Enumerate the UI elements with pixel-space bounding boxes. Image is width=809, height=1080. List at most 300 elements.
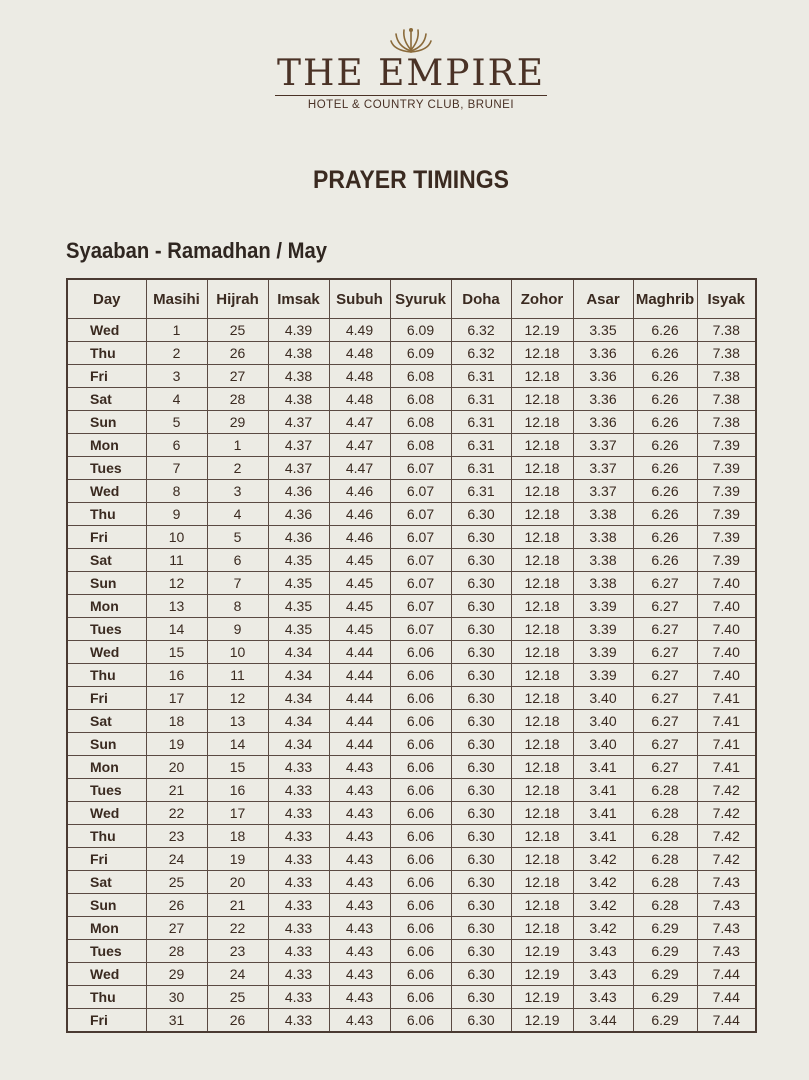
cell-zohor: 12.19 <box>511 1009 573 1033</box>
cell-isyak: 7.38 <box>697 319 756 342</box>
cell-imsak: 4.34 <box>268 664 329 687</box>
cell-masihi: 29 <box>146 963 207 986</box>
cell-syuruk: 6.06 <box>390 917 451 940</box>
cell-masihi: 7 <box>146 457 207 480</box>
cell-isyak: 7.39 <box>697 434 756 457</box>
cell-subuh: 4.48 <box>329 342 390 365</box>
column-header-syuruk: Syuruk <box>390 279 451 319</box>
table-row <box>67 825 756 848</box>
cell-zohor: 12.19 <box>511 940 573 963</box>
table-row <box>67 1009 756 1033</box>
cell-hijrah: 29 <box>207 411 268 434</box>
column-header-maghrib: Maghrib <box>633 279 697 319</box>
cell-subuh: 4.45 <box>329 595 390 618</box>
table-row <box>67 871 756 894</box>
cell-day: Tues <box>67 457 146 480</box>
cell-zohor: 12.18 <box>511 388 573 411</box>
cell-isyak: 7.42 <box>697 779 756 802</box>
cell-day: Mon <box>67 595 146 618</box>
cell-masihi: 22 <box>146 802 207 825</box>
cell-isyak: 7.42 <box>697 848 756 871</box>
cell-isyak: 7.39 <box>697 503 756 526</box>
cell-isyak: 7.39 <box>697 549 756 572</box>
cell-syuruk: 6.07 <box>390 618 451 641</box>
cell-subuh: 4.43 <box>329 940 390 963</box>
cell-zohor: 12.18 <box>511 503 573 526</box>
table-row <box>67 756 756 779</box>
cell-day: Fri <box>67 365 146 388</box>
cell-doha: 6.30 <box>451 1009 511 1033</box>
cell-asar: 3.38 <box>573 572 633 595</box>
column-header-asar: Asar <box>573 279 633 319</box>
cell-isyak: 7.39 <box>697 480 756 503</box>
cell-subuh: 4.44 <box>329 733 390 756</box>
cell-asar: 3.37 <box>573 457 633 480</box>
cell-asar: 3.41 <box>573 825 633 848</box>
cell-isyak: 7.38 <box>697 388 756 411</box>
cell-maghrib: 6.27 <box>633 595 697 618</box>
cell-syuruk: 6.06 <box>390 802 451 825</box>
cell-masihi: 20 <box>146 756 207 779</box>
cell-subuh: 4.43 <box>329 871 390 894</box>
cell-syuruk: 6.06 <box>390 664 451 687</box>
cell-asar: 3.41 <box>573 756 633 779</box>
cell-isyak: 7.41 <box>697 687 756 710</box>
cell-maghrib: 6.28 <box>633 779 697 802</box>
cell-syuruk: 6.06 <box>390 894 451 917</box>
cell-masihi: 17 <box>146 687 207 710</box>
cell-doha: 6.30 <box>451 664 511 687</box>
cell-zohor: 12.18 <box>511 434 573 457</box>
cell-syuruk: 6.06 <box>390 825 451 848</box>
cell-zohor: 12.18 <box>511 480 573 503</box>
cell-zohor: 12.18 <box>511 756 573 779</box>
cell-imsak: 4.37 <box>268 434 329 457</box>
cell-imsak: 4.37 <box>268 457 329 480</box>
cell-syuruk: 6.06 <box>390 710 451 733</box>
table-row <box>67 365 756 388</box>
cell-isyak: 7.44 <box>697 963 756 986</box>
cell-zohor: 12.18 <box>511 572 573 595</box>
cell-doha: 6.32 <box>451 342 511 365</box>
table-row <box>67 411 756 434</box>
cell-zohor: 12.18 <box>511 526 573 549</box>
table-row <box>67 802 756 825</box>
cell-doha: 6.30 <box>451 986 511 1009</box>
cell-syuruk: 6.07 <box>390 595 451 618</box>
cell-zohor: 12.18 <box>511 894 573 917</box>
cell-maghrib: 6.26 <box>633 388 697 411</box>
cell-day: Thu <box>67 503 146 526</box>
cell-maghrib: 6.29 <box>633 1009 697 1033</box>
cell-doha: 6.30 <box>451 503 511 526</box>
cell-imsak: 4.35 <box>268 618 329 641</box>
cell-subuh: 4.47 <box>329 434 390 457</box>
cell-asar: 3.36 <box>573 411 633 434</box>
cell-imsak: 4.36 <box>268 480 329 503</box>
table-row <box>67 940 756 963</box>
cell-hijrah: 20 <box>207 871 268 894</box>
cell-isyak: 7.40 <box>697 572 756 595</box>
cell-masihi: 27 <box>146 917 207 940</box>
cell-imsak: 4.33 <box>268 1009 329 1033</box>
cell-masihi: 4 <box>146 388 207 411</box>
cell-imsak: 4.33 <box>268 779 329 802</box>
cell-asar: 3.41 <box>573 779 633 802</box>
cell-asar: 3.37 <box>573 434 633 457</box>
cell-subuh: 4.43 <box>329 986 390 1009</box>
table-row <box>67 434 756 457</box>
cell-subuh: 4.43 <box>329 917 390 940</box>
cell-day: Tues <box>67 779 146 802</box>
cell-day: Sun <box>67 572 146 595</box>
cell-hijrah: 9 <box>207 618 268 641</box>
page-title: PRAYER TIMINGS <box>313 166 509 194</box>
cell-asar: 3.39 <box>573 641 633 664</box>
cell-syuruk: 6.06 <box>390 940 451 963</box>
cell-maghrib: 6.26 <box>633 457 697 480</box>
cell-asar: 3.36 <box>573 342 633 365</box>
cell-maghrib: 6.26 <box>633 342 697 365</box>
cell-subuh: 4.45 <box>329 618 390 641</box>
cell-asar: 3.42 <box>573 871 633 894</box>
cell-zohor: 12.18 <box>511 733 573 756</box>
table-row <box>67 503 756 526</box>
cell-doha: 6.30 <box>451 756 511 779</box>
cell-maghrib: 6.28 <box>633 802 697 825</box>
cell-maghrib: 6.27 <box>633 618 697 641</box>
cell-doha: 6.30 <box>451 917 511 940</box>
cell-subuh: 4.43 <box>329 825 390 848</box>
cell-zohor: 12.18 <box>511 825 573 848</box>
cell-syuruk: 6.06 <box>390 871 451 894</box>
cell-doha: 6.30 <box>451 802 511 825</box>
cell-imsak: 4.33 <box>268 917 329 940</box>
cell-doha: 6.30 <box>451 779 511 802</box>
cell-masihi: 6 <box>146 434 207 457</box>
cell-zohor: 12.18 <box>511 871 573 894</box>
cell-masihi: 25 <box>146 871 207 894</box>
cell-isyak: 7.41 <box>697 756 756 779</box>
cell-subuh: 4.48 <box>329 365 390 388</box>
table-row <box>67 572 756 595</box>
table-body <box>67 319 756 1033</box>
cell-imsak: 4.38 <box>268 388 329 411</box>
column-header-masihi: Masihi <box>146 279 207 319</box>
cell-subuh: 4.43 <box>329 1009 390 1033</box>
cell-doha: 6.30 <box>451 641 511 664</box>
cell-masihi: 30 <box>146 986 207 1009</box>
cell-zohor: 12.18 <box>511 641 573 664</box>
cell-maghrib: 6.26 <box>633 526 697 549</box>
cell-doha: 6.30 <box>451 871 511 894</box>
cell-subuh: 4.43 <box>329 779 390 802</box>
cell-asar: 3.38 <box>573 503 633 526</box>
cell-subuh: 4.44 <box>329 710 390 733</box>
cell-day: Thu <box>67 342 146 365</box>
cell-doha: 6.30 <box>451 963 511 986</box>
cell-subuh: 4.47 <box>329 457 390 480</box>
cell-zohor: 12.18 <box>511 618 573 641</box>
cell-day: Sat <box>67 710 146 733</box>
cell-imsak: 4.38 <box>268 342 329 365</box>
cell-doha: 6.31 <box>451 388 511 411</box>
cell-masihi: 16 <box>146 664 207 687</box>
cell-asar: 3.38 <box>573 549 633 572</box>
prayer-timings-table <box>66 278 757 1033</box>
cell-syuruk: 6.06 <box>390 641 451 664</box>
cell-doha: 6.30 <box>451 549 511 572</box>
cell-isyak: 7.40 <box>697 595 756 618</box>
cell-maghrib: 6.29 <box>633 917 697 940</box>
cell-day: Sun <box>67 733 146 756</box>
cell-hijrah: 19 <box>207 848 268 871</box>
table-row <box>67 894 756 917</box>
cell-isyak: 7.39 <box>697 457 756 480</box>
cell-day: Fri <box>67 526 146 549</box>
hotel-logo <box>275 26 547 111</box>
cell-hijrah: 26 <box>207 342 268 365</box>
cell-subuh: 4.45 <box>329 549 390 572</box>
cell-doha: 6.32 <box>451 319 511 342</box>
cell-doha: 6.31 <box>451 411 511 434</box>
cell-maghrib: 6.28 <box>633 848 697 871</box>
column-header-hijrah: Hijrah <box>207 279 268 319</box>
cell-doha: 6.30 <box>451 894 511 917</box>
cell-hijrah: 24 <box>207 963 268 986</box>
cell-masihi: 14 <box>146 618 207 641</box>
cell-masihi: 31 <box>146 1009 207 1033</box>
cell-asar: 3.39 <box>573 595 633 618</box>
cell-imsak: 4.35 <box>268 549 329 572</box>
cell-imsak: 4.33 <box>268 756 329 779</box>
cell-imsak: 4.39 <box>268 319 329 342</box>
cell-day: Fri <box>67 687 146 710</box>
cell-isyak: 7.42 <box>697 825 756 848</box>
cell-subuh: 4.43 <box>329 802 390 825</box>
cell-syuruk: 6.07 <box>390 480 451 503</box>
cell-subuh: 4.43 <box>329 963 390 986</box>
cell-zohor: 12.18 <box>511 779 573 802</box>
cell-syuruk: 6.06 <box>390 733 451 756</box>
cell-maghrib: 6.28 <box>633 871 697 894</box>
cell-imsak: 4.34 <box>268 710 329 733</box>
cell-masihi: 11 <box>146 549 207 572</box>
cell-isyak: 7.38 <box>697 365 756 388</box>
cell-day: Sat <box>67 871 146 894</box>
cell-syuruk: 6.07 <box>390 526 451 549</box>
cell-subuh: 4.46 <box>329 526 390 549</box>
cell-hijrah: 23 <box>207 940 268 963</box>
cell-doha: 6.30 <box>451 595 511 618</box>
cell-day: Fri <box>67 848 146 871</box>
cell-masihi: 28 <box>146 940 207 963</box>
cell-imsak: 4.35 <box>268 595 329 618</box>
cell-subuh: 4.43 <box>329 756 390 779</box>
cell-syuruk: 6.06 <box>390 848 451 871</box>
cell-syuruk: 6.07 <box>390 572 451 595</box>
cell-hijrah: 4 <box>207 503 268 526</box>
cell-masihi: 9 <box>146 503 207 526</box>
cell-asar: 3.42 <box>573 894 633 917</box>
cell-day: Tues <box>67 940 146 963</box>
cell-isyak: 7.38 <box>697 411 756 434</box>
cell-isyak: 7.44 <box>697 1009 756 1033</box>
table-row <box>67 549 756 572</box>
cell-imsak: 4.33 <box>268 894 329 917</box>
cell-imsak: 4.37 <box>268 411 329 434</box>
cell-masihi: 2 <box>146 342 207 365</box>
cell-imsak: 4.35 <box>268 572 329 595</box>
cell-day: Thu <box>67 986 146 1009</box>
cell-masihi: 18 <box>146 710 207 733</box>
cell-subuh: 4.44 <box>329 641 390 664</box>
cell-imsak: 4.33 <box>268 848 329 871</box>
cell-zohor: 12.19 <box>511 319 573 342</box>
cell-hijrah: 11 <box>207 664 268 687</box>
cell-hijrah: 25 <box>207 319 268 342</box>
cell-imsak: 4.34 <box>268 641 329 664</box>
cell-zohor: 12.18 <box>511 595 573 618</box>
cell-masihi: 1 <box>146 319 207 342</box>
cell-imsak: 4.34 <box>268 687 329 710</box>
cell-hijrah: 14 <box>207 733 268 756</box>
table-row <box>67 664 756 687</box>
cell-syuruk: 6.08 <box>390 411 451 434</box>
cell-syuruk: 6.08 <box>390 388 451 411</box>
cell-day: Wed <box>67 963 146 986</box>
brand-name: THE EMPIRE <box>276 53 546 94</box>
cell-maghrib: 6.28 <box>633 825 697 848</box>
cell-hijrah: 13 <box>207 710 268 733</box>
cell-doha: 6.30 <box>451 618 511 641</box>
cell-asar: 3.37 <box>573 480 633 503</box>
cell-masihi: 8 <box>146 480 207 503</box>
cell-subuh: 4.49 <box>329 319 390 342</box>
table-row <box>67 848 756 871</box>
cell-syuruk: 6.06 <box>390 1009 451 1033</box>
cell-isyak: 7.40 <box>697 664 756 687</box>
cell-masihi: 19 <box>146 733 207 756</box>
cell-day: Thu <box>67 825 146 848</box>
cell-hijrah: 27 <box>207 365 268 388</box>
cell-zohor: 12.18 <box>511 457 573 480</box>
cell-syuruk: 6.06 <box>390 963 451 986</box>
cell-maghrib: 6.27 <box>633 733 697 756</box>
cell-doha: 6.30 <box>451 572 511 595</box>
cell-syuruk: 6.06 <box>390 986 451 1009</box>
cell-asar: 3.43 <box>573 986 633 1009</box>
cell-imsak: 4.36 <box>268 526 329 549</box>
cell-asar: 3.38 <box>573 526 633 549</box>
table-row <box>67 986 756 1009</box>
cell-day: Wed <box>67 641 146 664</box>
cell-hijrah: 3 <box>207 480 268 503</box>
cell-masihi: 3 <box>146 365 207 388</box>
table-row <box>67 595 756 618</box>
cell-isyak: 7.40 <box>697 641 756 664</box>
cell-asar: 3.36 <box>573 365 633 388</box>
cell-subuh: 4.48 <box>329 388 390 411</box>
cell-syuruk: 6.06 <box>390 756 451 779</box>
cell-subuh: 4.46 <box>329 480 390 503</box>
cell-asar: 3.43 <box>573 940 633 963</box>
cell-subuh: 4.47 <box>329 411 390 434</box>
cell-imsak: 4.33 <box>268 963 329 986</box>
cell-hijrah: 15 <box>207 756 268 779</box>
logo-divider <box>275 95 547 96</box>
cell-asar: 3.40 <box>573 710 633 733</box>
table-row <box>67 963 756 986</box>
cell-asar: 3.39 <box>573 618 633 641</box>
cell-doha: 6.31 <box>451 434 511 457</box>
cell-day: Sun <box>67 411 146 434</box>
cell-hijrah: 10 <box>207 641 268 664</box>
cell-imsak: 4.38 <box>268 365 329 388</box>
cell-doha: 6.30 <box>451 710 511 733</box>
column-header-zohor: Zohor <box>511 279 573 319</box>
cell-zohor: 12.18 <box>511 848 573 871</box>
cell-imsak: 4.34 <box>268 733 329 756</box>
cell-asar: 3.44 <box>573 1009 633 1033</box>
cell-masihi: 26 <box>146 894 207 917</box>
cell-day: Mon <box>67 917 146 940</box>
cell-zohor: 12.18 <box>511 710 573 733</box>
cell-maghrib: 6.26 <box>633 480 697 503</box>
cell-syuruk: 6.07 <box>390 503 451 526</box>
cell-doha: 6.31 <box>451 480 511 503</box>
cell-masihi: 10 <box>146 526 207 549</box>
cell-masihi: 21 <box>146 779 207 802</box>
cell-doha: 6.31 <box>451 365 511 388</box>
column-header-doha: Doha <box>451 279 511 319</box>
cell-hijrah: 5 <box>207 526 268 549</box>
cell-asar: 3.35 <box>573 319 633 342</box>
cell-doha: 6.30 <box>451 733 511 756</box>
cell-hijrah: 18 <box>207 825 268 848</box>
cell-syuruk: 6.09 <box>390 342 451 365</box>
cell-isyak: 7.44 <box>697 986 756 1009</box>
cell-zohor: 12.18 <box>511 549 573 572</box>
cell-isyak: 7.43 <box>697 940 756 963</box>
cell-masihi: 5 <box>146 411 207 434</box>
cell-masihi: 13 <box>146 595 207 618</box>
cell-day: Mon <box>67 434 146 457</box>
cell-maghrib: 6.26 <box>633 549 697 572</box>
table-row <box>67 779 756 802</box>
cell-isyak: 7.43 <box>697 871 756 894</box>
cell-day: Mon <box>67 756 146 779</box>
cell-day: Wed <box>67 319 146 342</box>
cell-day: Wed <box>67 802 146 825</box>
cell-zohor: 12.18 <box>511 664 573 687</box>
cell-day: Sat <box>67 549 146 572</box>
cell-hijrah: 7 <box>207 572 268 595</box>
cell-imsak: 4.33 <box>268 802 329 825</box>
cell-syuruk: 6.08 <box>390 434 451 457</box>
table-row <box>67 342 756 365</box>
cell-syuruk: 6.06 <box>390 687 451 710</box>
cell-imsak: 4.33 <box>268 986 329 1009</box>
table-row <box>67 917 756 940</box>
cell-hijrah: 28 <box>207 388 268 411</box>
cell-asar: 3.36 <box>573 388 633 411</box>
table-row <box>67 480 756 503</box>
cell-day: Wed <box>67 480 146 503</box>
cell-subuh: 4.43 <box>329 894 390 917</box>
cell-imsak: 4.33 <box>268 825 329 848</box>
cell-zohor: 12.18 <box>511 411 573 434</box>
